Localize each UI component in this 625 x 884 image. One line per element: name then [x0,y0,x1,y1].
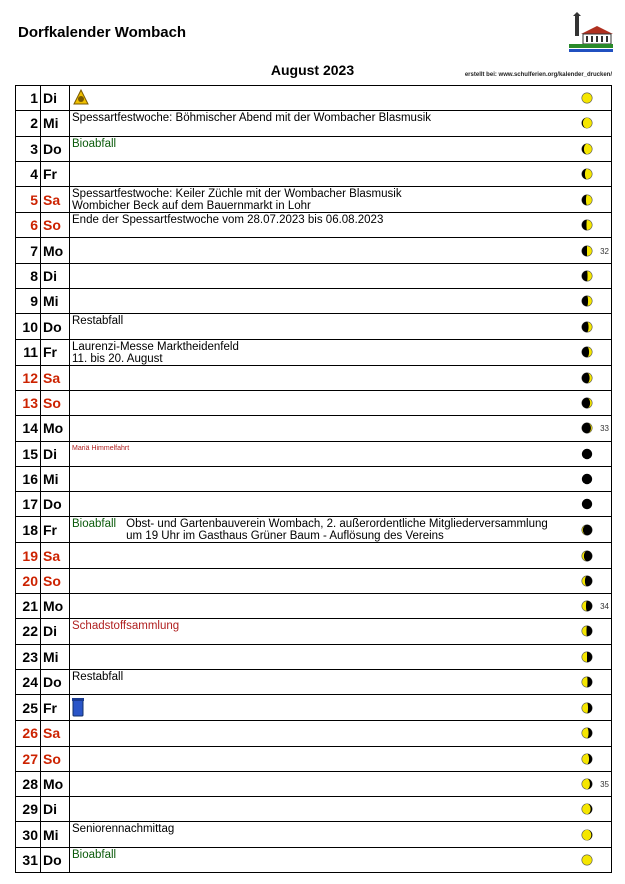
calendar-row [16,416,612,441]
weekday-label: Di [41,441,70,466]
moon-phase-icon [581,778,593,790]
calendar-table [15,85,612,873]
moon-phase-icon [581,575,593,587]
event-cell [70,161,612,186]
moon-phase-icon [581,422,593,434]
day-number: 17 [16,492,41,517]
event-cell [70,416,612,441]
event-cell [70,746,612,771]
moon-phase-icon [581,245,593,257]
calendar-row [16,543,612,568]
moon-phase-icon [581,676,593,688]
weekday-label: Do [41,847,70,872]
moon-phase-icon [581,194,593,206]
calendar-row [16,517,612,543]
event-cell [70,517,612,543]
day-number: 23 [16,644,41,669]
week-number: 34 [600,602,609,612]
calendar-row [16,492,612,517]
event-text: Spessartfestwoche: Böhmischer Abend mit der Wombacher Blasmusik [72,112,431,125]
calendar-row [16,721,612,746]
calendar-title: Dorfkalender Wombach [18,24,187,41]
moon-phase-icon [581,117,593,129]
weekday-label: Di [41,797,70,822]
moon-phase-icon [581,727,593,739]
event-text: Schadstoffsammlung [72,620,180,633]
day-number: 4 [16,161,41,186]
weekday-label: So [41,390,70,415]
event-cell [70,238,612,263]
event-cell [70,365,612,390]
weekday-label: Mo [41,416,70,441]
day-number: 6 [16,213,41,238]
calendar-row [16,568,612,593]
calendar-row [16,339,612,365]
event-cell [70,797,612,822]
calendar-row [16,238,612,263]
event-cell [70,847,612,872]
calendar-row [16,263,612,288]
event-cell [70,314,612,339]
credit-line: erstellt bei: www.schulferien.org/kalender_drucken/ [464,72,612,78]
weekday-label: Di [41,86,70,111]
event-text: Restabfall [72,315,124,328]
moon-phase-icon [581,372,593,384]
moon-phase-icon [581,753,593,765]
event-text: Restabfall [72,670,124,683]
day-number: 26 [16,721,41,746]
event-text: Obst- und Gartenbauverein Wombach, 2. außerordentliche Mitgliederversammlung [126,518,548,531]
calendar-row [16,390,612,415]
sunflower-icon [72,88,90,109]
day-number: 14 [16,416,41,441]
event-text: Seniorennachmittag [72,823,175,836]
day-number: 24 [16,669,41,694]
moon-phase-icon [581,702,593,714]
weekday-label: Mi [41,289,70,314]
calendar-row [16,594,612,619]
event-cell [70,721,612,746]
event-cell [70,695,612,721]
moon-phase-icon [581,550,593,562]
calendar-row [16,289,612,314]
day-number: 8 [16,263,41,288]
weekday-label: Sa [41,365,70,390]
day-number: 9 [16,289,41,314]
weekday-label: Mo [41,238,70,263]
weekday-label: So [41,568,70,593]
calendar-row [16,111,612,136]
day-number: 3 [16,136,41,161]
event-text: Laurenzi-Messe Marktheidenfeld [72,340,239,353]
event-text: Bioabfall [72,848,117,861]
day-number: 12 [16,365,41,390]
weekday-label: Do [41,492,70,517]
day-number: 5 [16,187,41,213]
calendar-row [16,695,612,721]
moon-phase-icon [581,625,593,637]
week-number: 32 [600,246,609,256]
moon-phase-icon [581,524,593,536]
moon-phase-icon [581,143,593,155]
weekday-label: Mi [41,644,70,669]
day-number: 7 [16,238,41,263]
village-church-logo [567,12,615,56]
weekday-label: Fr [41,161,70,186]
moon-phase-icon [581,295,593,307]
calendar-row [16,466,612,491]
day-number: 25 [16,695,41,721]
event-cell [70,111,612,136]
moon-phase-icon [581,498,593,510]
event-cell [70,136,612,161]
calendar-row [16,314,612,339]
weekday-label: Sa [41,543,70,568]
event-cell [70,669,612,694]
event-cell [70,619,612,644]
event-cell [70,390,612,415]
moon-phase-icon [581,270,593,282]
calendar-row [16,161,612,186]
day-number: 13 [16,390,41,415]
calendar-row [16,847,612,872]
moon-phase-icon [581,803,593,815]
weekday-label: So [41,213,70,238]
calendar-row [16,797,612,822]
calendar-row [16,771,612,796]
weekday-label: Do [41,136,70,161]
day-number: 27 [16,746,41,771]
event-text: 11. bis 20. August [72,352,163,365]
calendar-row [16,746,612,771]
day-number: 16 [16,466,41,491]
day-number: 21 [16,594,41,619]
event-cell [70,543,612,568]
day-number: 11 [16,339,41,365]
weekday-label: Mo [41,594,70,619]
day-number: 2 [16,111,41,136]
calendar-row [16,644,612,669]
weekday-label: Mi [41,111,70,136]
event-cell [70,492,612,517]
calendar-row [16,187,612,213]
event-text: Mariä Himmelfahrt [72,444,130,452]
event-cell [70,187,612,213]
event-cell [70,568,612,593]
moon-phase-icon [581,219,593,231]
weekday-label: Di [41,263,70,288]
event-cell [70,86,612,111]
day-number: 20 [16,568,41,593]
weekday-label: So [41,746,70,771]
event-cell [70,339,612,365]
weekday-label: Fr [41,339,70,365]
blue-bin-icon [72,697,84,720]
day-number: 30 [16,822,41,847]
event-text: um 19 Uhr im Gasthaus Grüner Baum - Auflösung des Vereins [126,530,444,543]
moon-phase-icon [581,854,593,866]
calendar-row [16,86,612,111]
moon-phase-icon [581,92,593,104]
day-number: 29 [16,797,41,822]
event-cell [70,644,612,669]
day-number: 22 [16,619,41,644]
event-cell [70,263,612,288]
event-cell [70,213,612,238]
month-heading: August 2023 [270,62,355,78]
moon-phase-icon [581,168,593,180]
weekday-label: Mo [41,771,70,796]
event-text: Bioabfall [72,518,117,531]
day-number: 31 [16,847,41,872]
calendar-row [16,822,612,847]
moon-phase-icon [581,397,593,409]
weekday-label: Fr [41,695,70,721]
moon-phase-icon [581,346,593,358]
weekday-label: Fr [41,517,70,543]
week-number: 33 [600,424,609,434]
weekday-label: Mi [41,466,70,491]
event-cell [70,466,612,491]
event-text: Bioabfall [72,137,117,150]
moon-phase-icon [581,321,593,333]
event-cell [70,441,612,466]
calendar-row [16,136,612,161]
calendar-row [16,669,612,694]
day-number: 19 [16,543,41,568]
event-text: Ende der Spessartfestwoche vom 28.07.2023 bis 06.08.2023 [72,214,384,227]
weekday-label: Sa [41,187,70,213]
weekday-label: Di [41,619,70,644]
calendar-row [16,365,612,390]
calendar-row [16,441,612,466]
day-number: 15 [16,441,41,466]
moon-phase-icon [581,448,593,460]
weekday-label: Mi [41,822,70,847]
event-cell [70,594,612,619]
weekday-label: Do [41,314,70,339]
event-cell [70,822,612,847]
event-text: Spessartfestwoche: Keiler Züchle mit der Wombacher Blasmusik [72,188,402,201]
day-number: 1 [16,86,41,111]
calendar-row [16,213,612,238]
weekday-label: Do [41,669,70,694]
day-number: 18 [16,517,41,543]
moon-phase-icon [581,600,593,612]
calendar-row [16,619,612,644]
moon-phase-icon [581,651,593,663]
event-text: Wombicher Beck auf dem Bauernmarkt in Lohr [72,200,311,213]
day-number: 10 [16,314,41,339]
event-cell [70,771,612,796]
week-number: 35 [600,779,609,789]
day-number: 28 [16,771,41,796]
moon-phase-icon [581,473,593,485]
weekday-label: Sa [41,721,70,746]
moon-phase-icon [581,829,593,841]
event-cell [70,289,612,314]
